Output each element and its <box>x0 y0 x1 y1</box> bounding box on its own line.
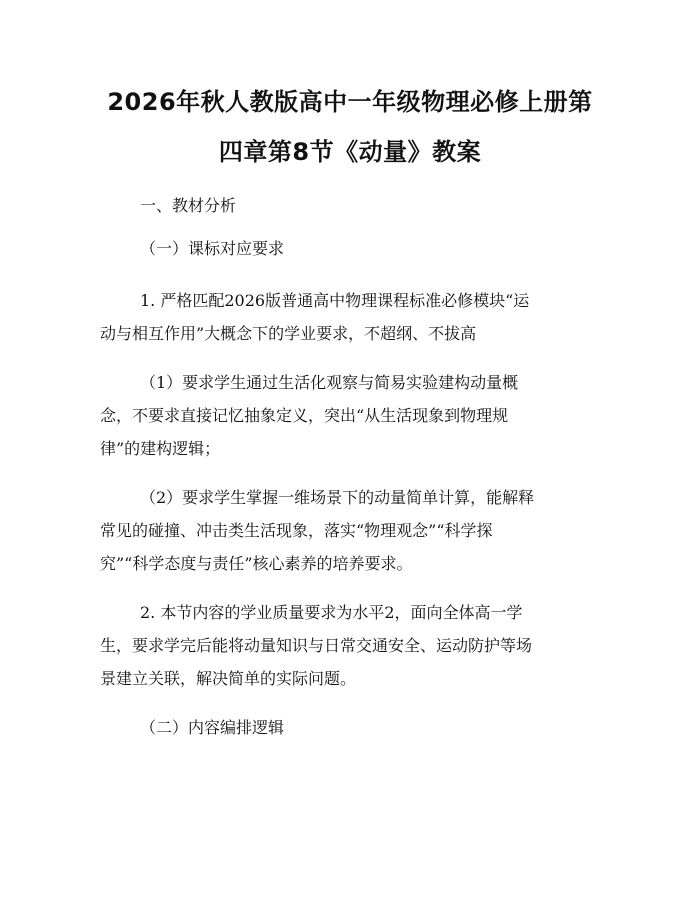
item-1-line-2: 念，不要求直接记忆抽象定义，突出“从生活现象到物理规 <box>100 406 509 425</box>
document-title-line-1: 2026年秋人教版高中一年级物理必修上册第 <box>107 88 593 116</box>
subsection-heading-content-arrangement-logic: （二）内容编排逻辑 <box>140 718 285 737</box>
document-title-line-2: 四章第8节《动量》教案 <box>218 138 482 166</box>
point-2-line-3: 景建立关联，解决简单的实际问题。 <box>100 669 357 688</box>
item-2-line-3: 究”“科学态度与责任”核心素养的培养要求。 <box>100 554 413 573</box>
point-1-line-1: 1. 严格匹配2026版普通高中物理课程标准必修模块“运 <box>140 291 530 310</box>
point-1-line-2: 动与相互作用”大概念下的学业要求，不超纲、不拔高 <box>100 324 477 343</box>
item-1-line-3: 律”的建构逻辑； <box>100 439 221 458</box>
item-1-line-1: （1）要求学生通过生活化观察与简易实验建构动量概 <box>140 373 519 392</box>
section-heading-teaching-material-analysis: 一、教材分析 <box>140 196 237 215</box>
item-2-line-2: 常见的碰撞、冲击类生活现象，落实“物理观念”“科学探 <box>100 521 493 540</box>
point-2-line-2: 生，要求学完后能将动量知识与日常交通安全、运动防护等场 <box>100 636 533 655</box>
point-2-line-1: 2. 本节内容的学业质量要求为水平2，面向全体高一学 <box>140 603 523 622</box>
subsection-heading-curriculum-requirements: （一）课标对应要求 <box>140 239 285 258</box>
item-2-line-1: （2）要求学生掌握一维场景下的动量简单计算，能解释 <box>140 488 535 507</box>
